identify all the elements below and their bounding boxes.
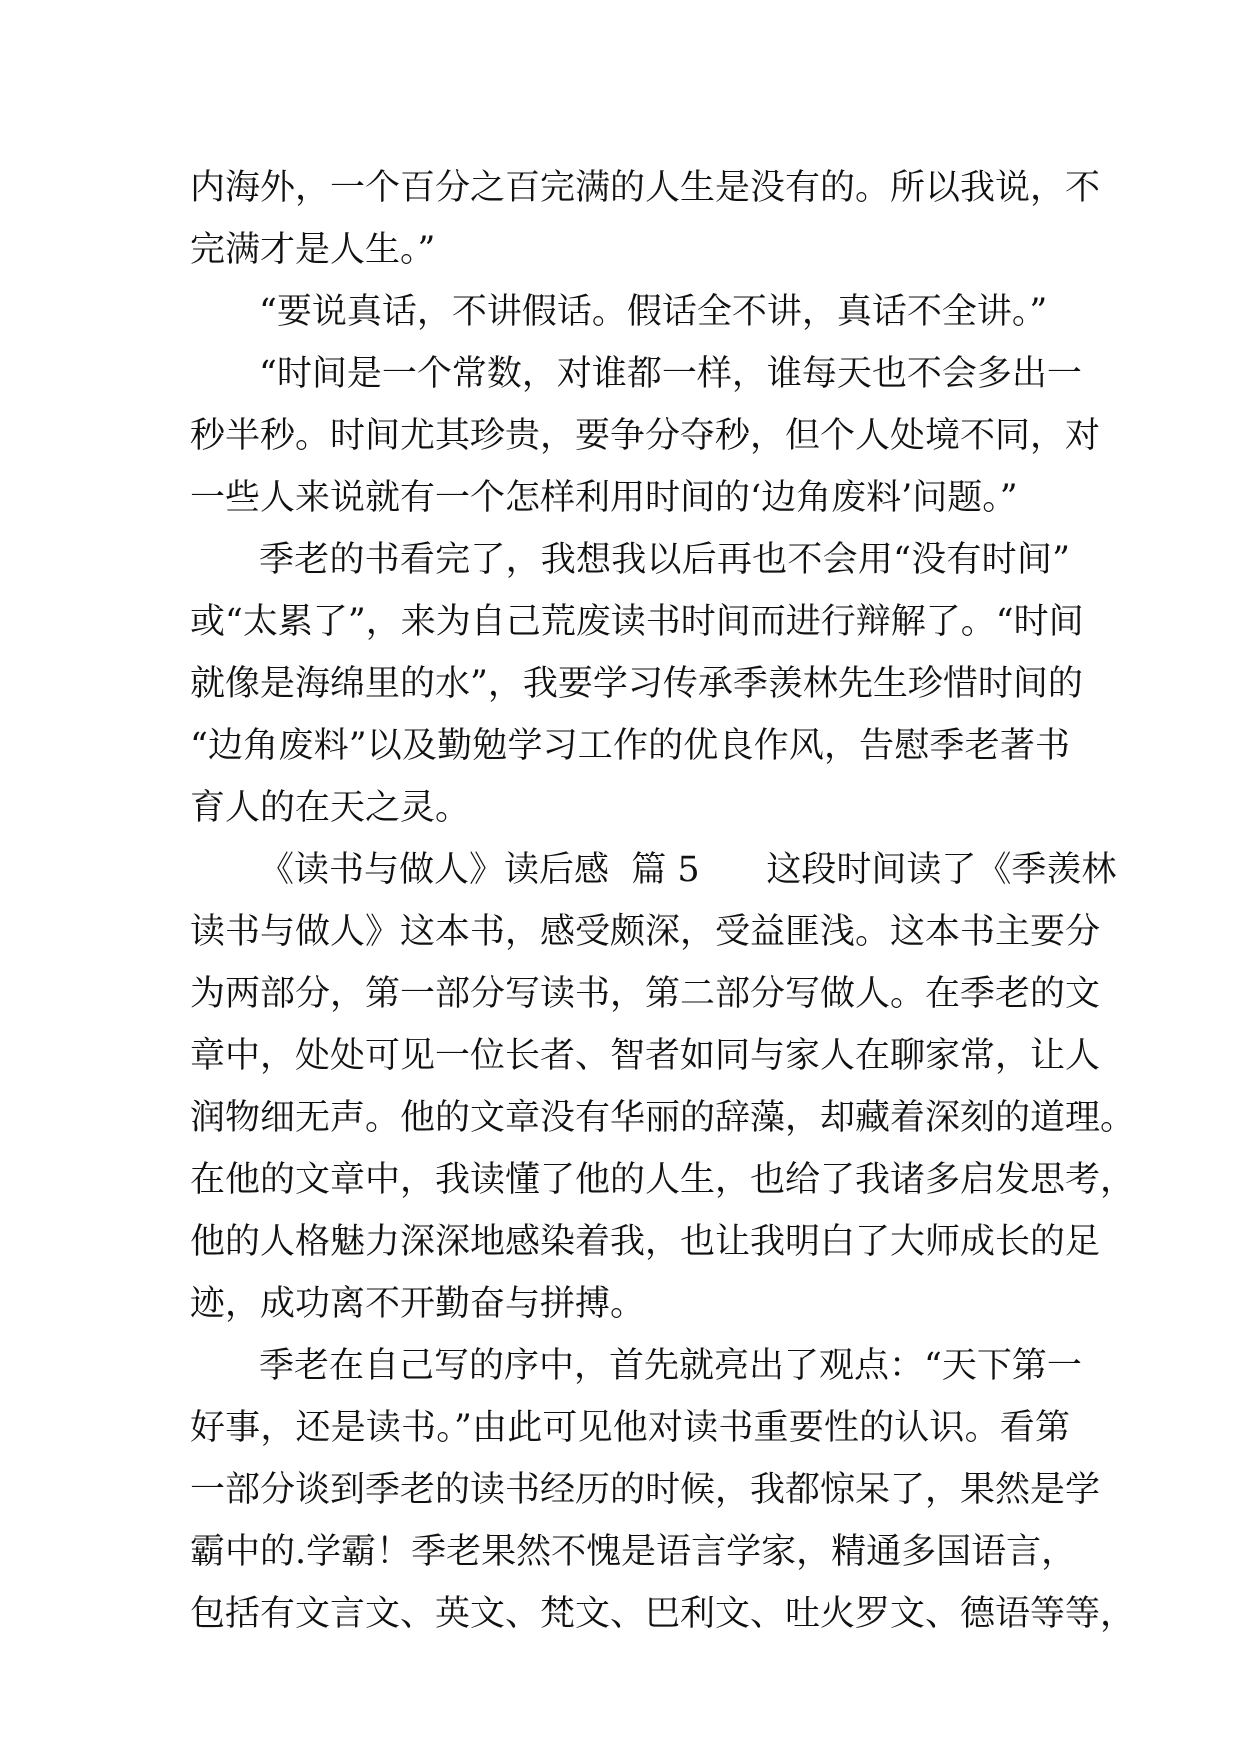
text-line: 秒半秒。时间尤其珍贵，要争分夺秒，但个人处境不同，对 <box>190 416 1101 456</box>
text-line: “边角废料”以及勤勉学习工作的优良作风，告慰季老著书 <box>190 726 1070 766</box>
text-line: 一部分谈到季老的读书经历的时候，我都惊呆了，果然是学 <box>190 1470 1101 1510</box>
text-line: 包括有文言文、英文、梵文、巴利文、吐火罗文、德语等等， <box>190 1594 1136 1634</box>
text-line: 润物细无声。他的文章没有华丽的辞藻，却藏着深刻的道理。 <box>190 1098 1136 1138</box>
text-line: 或“太累了”，来为自己荒废读书时间而进行辩解了。“时间 <box>190 602 1084 642</box>
text-line: 霸中的.学霸！季老果然不愧是语言学家，精通多国语言， <box>190 1532 1077 1572</box>
text-line: 章中，处处可见一位长者、智者如同与家人在聊家常，让人 <box>190 1036 1101 1076</box>
text-line: 一些人来说就有一个怎样利用时间的‘边角废料’问题。” <box>190 478 1018 518</box>
text-line: 育人的在天之灵。 <box>190 788 471 828</box>
section-heading-line: 《读书与做人》读后感 篇 5 这段时间读了《季羡林 <box>259 850 1117 890</box>
text-line: 他的人格魅力深深地感染着我，也让我明白了大师成长的足 <box>190 1222 1101 1262</box>
text-line: “要说真话，不讲假话。假话全不讲，真话不全讲。” <box>259 292 1048 332</box>
text-line: “时间是一个常数，对谁都一样，谁每天也不会多出一 <box>259 354 1082 394</box>
text-line: 在他的文章中，我读懂了他的人生，也给了我诸多启发思考， <box>190 1160 1136 1200</box>
text-line: 好事，还是读书。”由此可见他对读书重要性的认识。看第 <box>190 1408 1070 1448</box>
text-line: 就像是海绵里的水”，我要学习传承季羡林先生珍惜时间的 <box>190 664 1083 704</box>
text-line: 内海外，一个百分之百完满的人生是没有的。所以我说，不 <box>190 168 1101 208</box>
text-line: 为两部分，第一部分写读书，第二部分写做人。在季老的文 <box>190 974 1101 1014</box>
text-line: 季老在自己写的序中，首先就亮出了观点：“天下第一 <box>259 1346 1082 1386</box>
text-line: 完满才是人生。” <box>190 230 436 270</box>
text-line: 读书与做人》这本书，感受颇深，受益匪浅。这本书主要分 <box>190 912 1101 952</box>
text-line: 迹，成功离不开勤奋与拼搏。 <box>190 1284 646 1324</box>
text-line: 季老的书看完了，我想我以后再也不会用“没有时间” <box>259 540 1070 580</box>
